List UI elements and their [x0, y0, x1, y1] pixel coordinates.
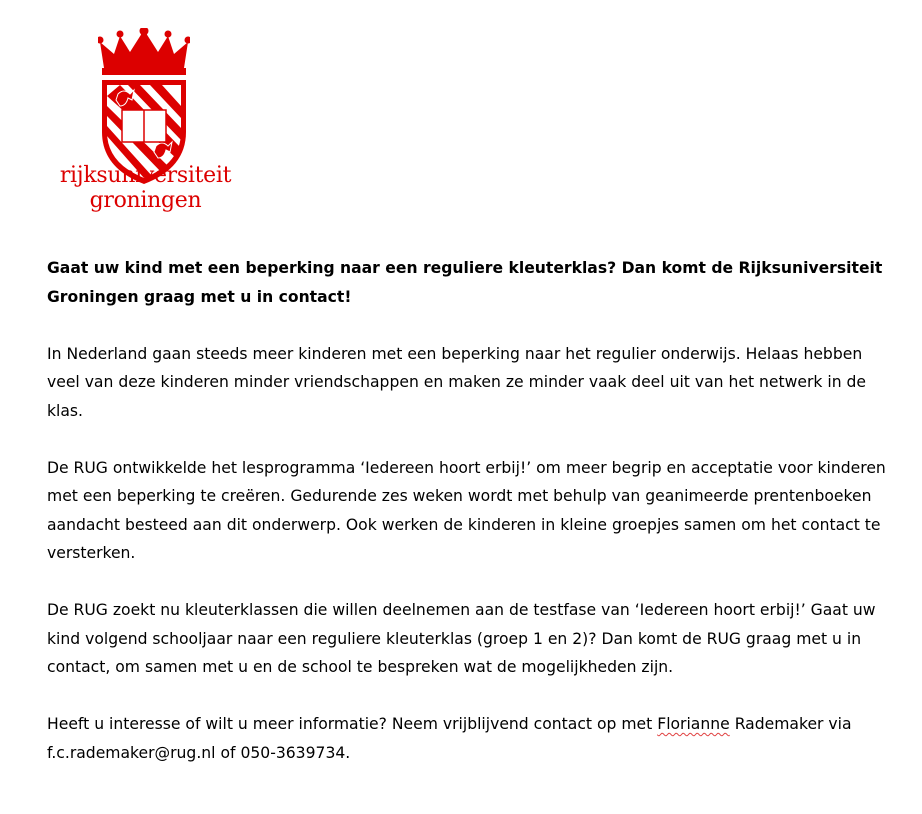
paragraph-intro: In Nederland gaan steeds meer kinderen met een beperking naar het regulier onderwijs. Helaas hebben veel van deze kinderen minder vriendschappen en maken ze minder vaak deel uit van het netwerk in de klas.: [47, 344, 867, 420]
university-name-line1: rijksuniversiteit: [59, 163, 232, 188]
contact-first-name: Florianne: [657, 715, 730, 733]
contact-email: f.c.rademaker@rug.nl: [47, 743, 216, 762]
paragraph-program: De RUG ontwikkelde het lesprogramma ‘Iedereen hoort erbij!’ om meer begrip en acceptatie voor kinderen met een beperking te creëren. Gedurende zes weken wordt met behulp van geanimeerde prentenboeken aandacht besteed aan dit onderwerp. Ook werken de kinderen in kleine groepjes samen om het contact te versterken.: [47, 458, 886, 562]
university-logo: [48, 22, 248, 222]
contact-text-start: Heeft u interesse of wilt u meer informatie? Neem vrijblijvend contact op met: [47, 715, 658, 733]
contact-text-end: of 050-3639734.: [215, 743, 351, 762]
paragraph-contact: [47, 710, 897, 767]
university-name: [48, 163, 243, 213]
university-name-line2: groningen: [89, 188, 202, 213]
university-crest-icon: [98, 28, 190, 184]
letter-body: [47, 254, 897, 796]
contact-text-mid: Rademaker via: [729, 715, 852, 733]
headline: Gaat uw kind met een beperking naar een reguliere kleuterklas? Dan komt de Rijksuniversiteit Groningen graag met u in contact!: [47, 259, 883, 306]
paragraph-call: De RUG zoekt nu kleuterklassen die willen deelnemen aan de testfase van ‘Iedereen hoort erbij!’ Gaat uw kind volgend schooljaar naar een reguliere kleuterklas (groep 1 en 2)? Dan komt de RUG graag met u in contact, om samen met u en de school te bespreken wat de mogelijkheden zijn.: [47, 601, 876, 676]
